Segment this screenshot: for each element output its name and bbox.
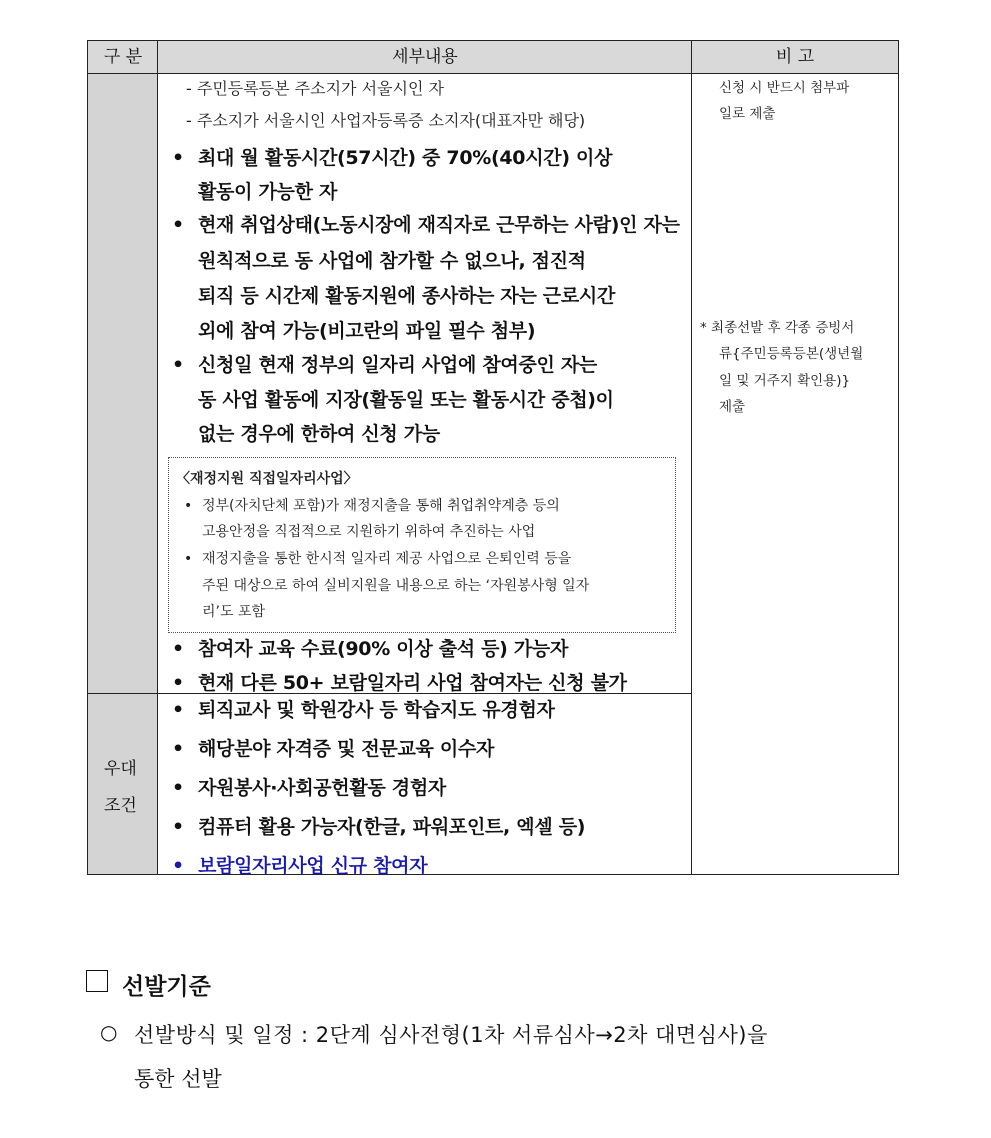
header-details: 세부내용	[392, 47, 458, 67]
square-icon	[86, 970, 108, 992]
category-label: 조건	[104, 796, 137, 816]
remark: 신청 시 반드시 첨부파	[719, 80, 850, 96]
bullet-item: • 신청일 현재 정부의 일자리 사업에 참여중인 자는	[172, 354, 597, 376]
dash-item: - 주소지가 서울시인 사업자등록증 소지자(대표자만 해당)	[186, 111, 586, 130]
category-label: 우대	[104, 759, 137, 779]
bullet-item: • 현재 취업상태(노동시장에 재직자로 근무하는 사람)인 자는	[172, 214, 680, 236]
preference-item: • 퇴직교사 및 학원강사 등 학습지도 유경험자	[172, 699, 555, 721]
preference-item: • 컴퓨터 활용 가능자(한글, 파워포인트, 엑셀 등)	[172, 816, 586, 838]
remark: * 최종선발 후 각종 증빙서	[700, 320, 855, 336]
circle-icon: ○	[100, 1020, 118, 1044]
remark: 일로 제출	[719, 106, 776, 122]
selection-text: 선발방식 및 일정 : 2단계 심사전형(1차 서류심사→2차 대면심사)을	[134, 1023, 768, 1047]
bullet-item: • 최대 월 활동시간(57시간) 중 70%(40시간) 이상	[172, 147, 613, 169]
header-remarks: 비 고	[775, 47, 815, 67]
bullet-item: • 참여자 교육 수료(90% 이상 출석 등) 가능자	[172, 638, 569, 660]
box-title: 〈재정지원 직접일자리사업〉	[176, 471, 358, 487]
selection-text: 통한 선발	[134, 1067, 222, 1091]
header-category: 구 분	[103, 47, 143, 67]
preference-item-highlight: • 보람일자리사업 신규 참여자	[172, 855, 428, 877]
section-heading: 선발기준	[122, 974, 211, 1000]
bullet-item: • 현재 다른 50+ 보람일자리 사업 참여자는 신청 불가	[172, 672, 627, 694]
dash-item: - 주민등록등본 주소지가 서울시인 자	[186, 79, 444, 98]
preference-item: • 자원봉사·사회공헌활동 경험자	[172, 777, 446, 799]
preference-item: • 해당분야 자격증 및 전문교육 이수자	[172, 738, 495, 760]
